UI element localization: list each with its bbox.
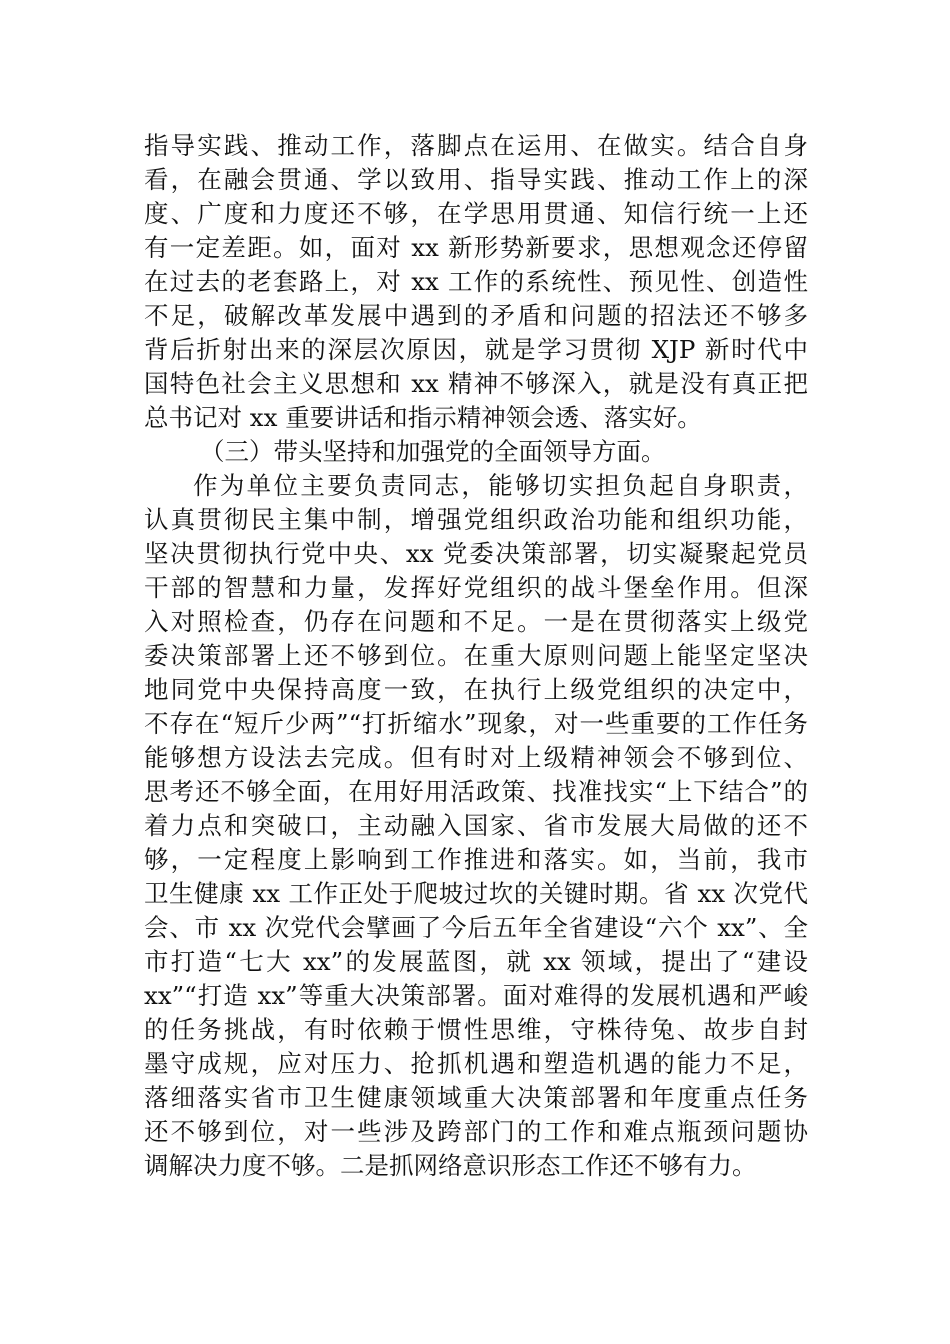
- paragraph-line: 坚决贯彻执行党中央、xx 党委决策部署，切实凝聚起党员: [144, 539, 808, 568]
- paragraph-line: 在过去的老套路上，对 xx 工作的系统性、预见性、创造性: [144, 267, 808, 296]
- paragraph-line: 总书记对 xx 重要讲话和指示精神领会透、落实好。: [144, 403, 702, 432]
- paragraph-line: 的任务挑战，有时依赖于惯性思维，守株待兔、故步自封: [144, 1015, 808, 1044]
- paragraph-line: 认真贯彻民主集中制，增强党组织政治功能和组织功能，: [144, 505, 808, 534]
- paragraph-line: 还不够到位，对一些涉及跨部门的工作和难点瓶颈问题协: [144, 1117, 808, 1146]
- paragraph-line: 落细落实省市卫生健康领域重大决策部署和年度重点任务: [144, 1083, 808, 1112]
- paragraph-line: 指导实践、推动工作，落脚点在运用、在做实。结合自身: [144, 131, 808, 160]
- paragraph-line: 够，一定程度上影响到工作推进和落实。如，当前，我市: [144, 845, 808, 874]
- paragraph-line: 会、市 xx 次党代会擘画了今后五年全省建设“六个 xx”、全: [144, 913, 808, 942]
- paragraph-line: 有一定差距。如，面对 xx 新形势新要求，思想观念还停留: [144, 233, 808, 262]
- body-text: [144, 129, 808, 1183]
- paragraph-line: 思考还不够全面，在用好用活政策、找准找实“上下结合”的: [144, 777, 808, 806]
- paragraph-line: 看，在融会贯通、学以致用、指导实践、推动工作上的深: [144, 165, 808, 194]
- section-heading: （三）带头坚持和加强党的全面领导方面。: [200, 437, 666, 466]
- paragraph-line: 着力点和突破口，主动融入国家、省市发展大局做的还不: [144, 811, 808, 840]
- paragraph-line: 委决策部署上还不够到位。在重大原则问题上能坚定坚决: [144, 641, 808, 670]
- paragraph-line: 市打造“七大 xx”的发展蓝图，就 xx 领域，提出了“建设: [144, 947, 808, 976]
- paragraph-line: 不存在“短斤少两”“打折缩水”现象，对一些重要的工作任务: [144, 709, 808, 738]
- paragraph-line: 国特色社会主义思想和 xx 精神不够深入，就是没有真正把: [144, 369, 808, 398]
- paragraph-line: 作为单位主要负责同志，能够切实担负起自身职责，: [193, 471, 808, 500]
- paragraph-line: 调解决力度不够。二是抓网络意识形态工作还不够有力。: [144, 1151, 757, 1180]
- paragraph-line: xx”“打造 xx”等重大决策部署。面对难得的发展机遇和严峻: [144, 981, 808, 1010]
- paragraph-line: 卫生健康 xx 工作正处于爬坡过坎的关键时期。省 xx 次党代: [144, 879, 808, 908]
- paragraph-line: 度、广度和力度还不够，在学思用贯通、知信行统一上还: [144, 199, 808, 228]
- paragraph-line: 不足，破解改革发展中遇到的矛盾和问题的招法还不够多: [144, 301, 808, 330]
- paragraph-line: 入对照检查，仍存在问题和不足。一是在贯彻落实上级党: [144, 607, 808, 636]
- paragraph-line: 能够想方设法去完成。但有时对上级精神领会不够到位、: [144, 743, 808, 772]
- paragraph-line: 地同党中央保持高度一致，在执行上级党组织的决定中，: [144, 675, 808, 704]
- paragraph-line: 背后折射出来的深层次原因，就是学习贯彻 XJP 新时代中: [144, 335, 808, 364]
- paragraph-line: 墨守成规，应对压力、抢抓机遇和塑造机遇的能力不足，: [144, 1049, 808, 1078]
- paragraph-line: 干部的智慧和力量，发挥好党组织的战斗堡垒作用。但深: [144, 573, 808, 602]
